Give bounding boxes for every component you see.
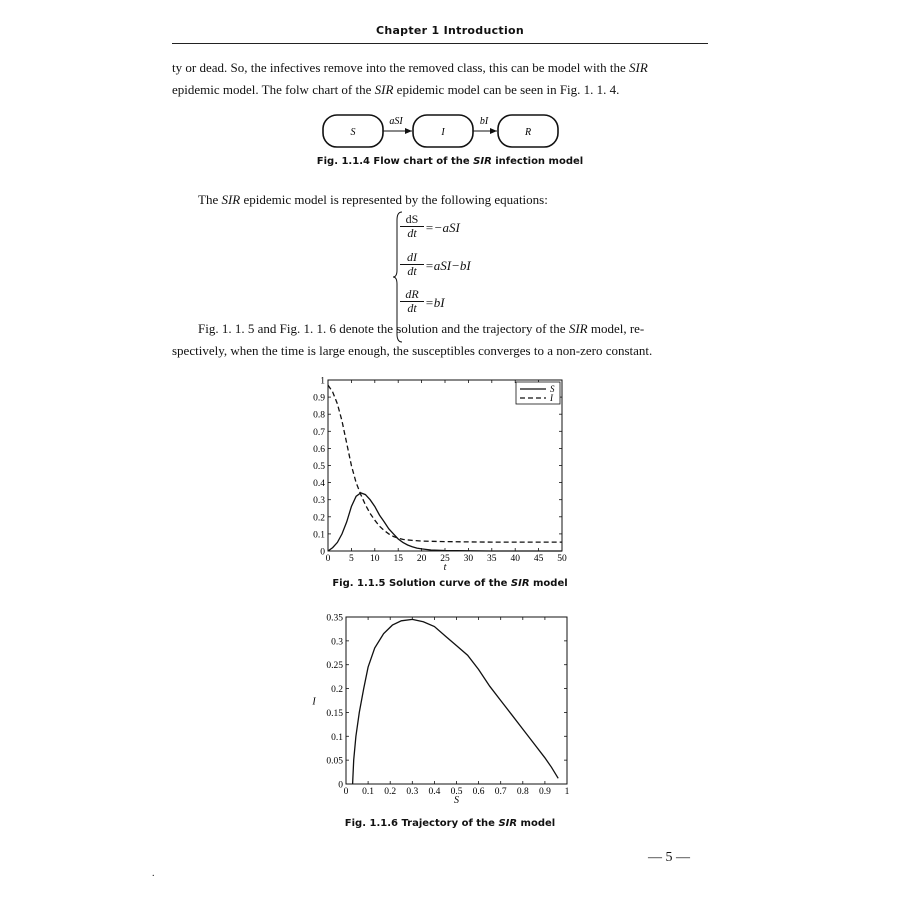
y-tick-label: 0.35 <box>326 613 343 624</box>
x-tick-label: 25 <box>440 554 450 564</box>
flow-edge-label-asi: aSI <box>389 116 403 127</box>
paragraph-1-line-2-text-b: epidemic model can be seen in Fig. 1. 1. 4. <box>393 82 620 97</box>
fig-1-1-5-chart <box>300 370 580 576</box>
paragraph-1-line-1 <box>172 57 708 79</box>
y-tick-label: 0.25 <box>326 661 343 672</box>
equation-1-denominator: dt <box>407 226 417 240</box>
fig-1-1-5-caption-em: SIR <box>510 578 530 589</box>
equation-2-denominator: dt <box>407 264 417 278</box>
x-tick-label: 15 <box>393 554 403 564</box>
equation-3-fraction <box>400 287 424 315</box>
x-axis-label: t <box>443 562 447 573</box>
flow-node-i-label: I <box>441 127 445 138</box>
fig-1-1-4-caption-em: SIR <box>473 156 492 167</box>
fig-1-1-5-caption-prefix: Fig. 1.1.5 Solution curve of the <box>332 578 511 589</box>
x-tick-label: 0.7 <box>494 787 507 797</box>
fig-1-1-6-caption-suffix: model <box>517 818 556 829</box>
y-tick-label: 0.1 <box>331 732 343 743</box>
paragraph-1-em-sir: SIR <box>629 60 648 75</box>
paragraph-3-em: SIR <box>568 321 588 336</box>
x-tick-label: 0.4 <box>428 787 441 797</box>
y-tick-label: 0 <box>320 547 325 558</box>
x-tick-label: 0.6 <box>472 787 485 797</box>
y-tick-label: 0.2 <box>331 685 343 696</box>
equation-2-rhs: =aSI−bI <box>425 258 471 273</box>
header-rule <box>172 43 708 44</box>
y-tick-label: 0.1 <box>313 530 325 541</box>
fig-1-1-6-caption-em: SIR <box>498 818 518 829</box>
equation-3-denominator: dt <box>407 301 417 315</box>
paragraph-3-line-2 <box>172 340 708 362</box>
flowchart-sir <box>315 110 565 154</box>
equation-1-fraction <box>400 212 424 240</box>
legend-label-s: S <box>550 384 555 394</box>
equation-2-fraction <box>400 250 424 278</box>
x-tick-label: 0.8 <box>516 787 529 797</box>
paragraph-2-text-b: epidemic model is represented by the following equations: <box>240 192 548 207</box>
legend-label-i: I <box>550 393 553 403</box>
y-tick-label: 0.3 <box>313 496 325 507</box>
x-tick-label: 0.2 <box>384 787 397 797</box>
paragraph-1-line-2-em: SIR <box>374 82 394 97</box>
x-tick-label: 20 <box>416 554 427 564</box>
y-tick-label: 0.4 <box>313 479 325 490</box>
x-tick-label: 40 <box>510 554 520 564</box>
series-line-s <box>328 493 562 551</box>
y-tick-label: 0.5 <box>313 462 325 472</box>
plot-frame <box>328 380 562 551</box>
paragraph-1-line-2-text-a: epidemic model. The folw chart of the <box>172 82 375 97</box>
equation-3-rhs: =bI <box>425 295 445 310</box>
x-tick-label: 30 <box>463 554 474 564</box>
x-tick-label: 0.1 <box>362 787 375 797</box>
flow-edge-label-bi: bI <box>479 116 489 127</box>
fig-1-1-5-caption-suffix: model <box>529 578 568 589</box>
x-tick-label: 45 <box>533 554 544 564</box>
y-tick-label: 0.9 <box>313 393 325 404</box>
y-tick-label: 1 <box>320 376 325 387</box>
paragraph-2 <box>198 189 708 211</box>
x-tick-label: 35 <box>487 554 497 564</box>
paragraph-3-text-a: Fig. 1. 1. 5 and Fig. 1. 1. 6 denote the solution and the trajectory of the <box>198 321 569 336</box>
y-tick-label: 0.6 <box>313 444 325 455</box>
y-tick-label: 0.05 <box>326 756 343 767</box>
y-tick-label: 0.15 <box>326 708 343 719</box>
margin-mark: . <box>152 868 155 879</box>
x-tick-label: 1 <box>564 787 570 797</box>
series-line-trajectory <box>353 619 559 784</box>
x-tick-label: 0.3 <box>406 787 419 797</box>
x-tick-label: 50 <box>557 554 567 564</box>
running-header: Chapter 1 Introduction <box>375 24 525 37</box>
y-tick-label: 0 <box>338 780 343 791</box>
equation-1-numerator: dS <box>400 212 424 227</box>
paragraph-1-text-a: ty or dead. So, the infectives remove into the removed class, this can be model with the <box>172 60 630 75</box>
y-tick-label: 0.7 <box>313 427 325 438</box>
x-tick-label: 0 <box>343 787 349 797</box>
y-axis-label: I <box>312 696 316 708</box>
page-number: — 5 — <box>648 850 690 865</box>
equation-1-rhs: =−aSI <box>425 220 460 235</box>
x-axis-label: S <box>454 795 459 806</box>
fig-1-1-6-chart <box>300 608 580 810</box>
flow-node-r-label: R <box>524 127 532 138</box>
x-tick-label: 0.5 <box>450 787 463 797</box>
y-tick-label: 0.8 <box>313 410 325 421</box>
paragraph-3-line-2-text: spectively, when the time is large enough, the susceptibles converges to a non-zero constant. <box>172 343 653 358</box>
paragraph-2-em: SIR <box>221 192 241 207</box>
series-line-i <box>328 385 562 542</box>
paragraph-3-text-b: model, re- <box>587 321 645 336</box>
equation-3-numerator: dR <box>400 287 424 302</box>
fig-1-1-4-caption <box>0 156 900 167</box>
x-tick-label: 5 <box>349 554 354 564</box>
y-tick-label: 0.2 <box>313 513 325 524</box>
flow-node-s-label: S <box>350 127 356 138</box>
equation-2-numerator: dI <box>400 250 424 265</box>
x-tick-label: 0 <box>325 554 331 564</box>
fig-1-1-5-caption <box>0 578 900 589</box>
fig-1-1-6-caption-prefix: Fig. 1.1.6 Trajectory of the <box>344 818 499 829</box>
paragraph-3-line-1 <box>198 318 708 340</box>
paragraph-2-text-a: The <box>198 192 222 207</box>
x-tick-label: 10 <box>370 554 380 564</box>
paragraph-1-line-2 <box>172 79 708 101</box>
fig-1-1-4-caption-suffix: infection model <box>491 156 584 167</box>
fig-1-1-4-caption-prefix: Fig. 1.1.4 Flow chart of the <box>316 156 474 167</box>
fig-1-1-6-caption <box>0 818 900 829</box>
y-tick-label: 0.3 <box>331 637 343 648</box>
x-tick-label: 0.9 <box>538 787 551 797</box>
